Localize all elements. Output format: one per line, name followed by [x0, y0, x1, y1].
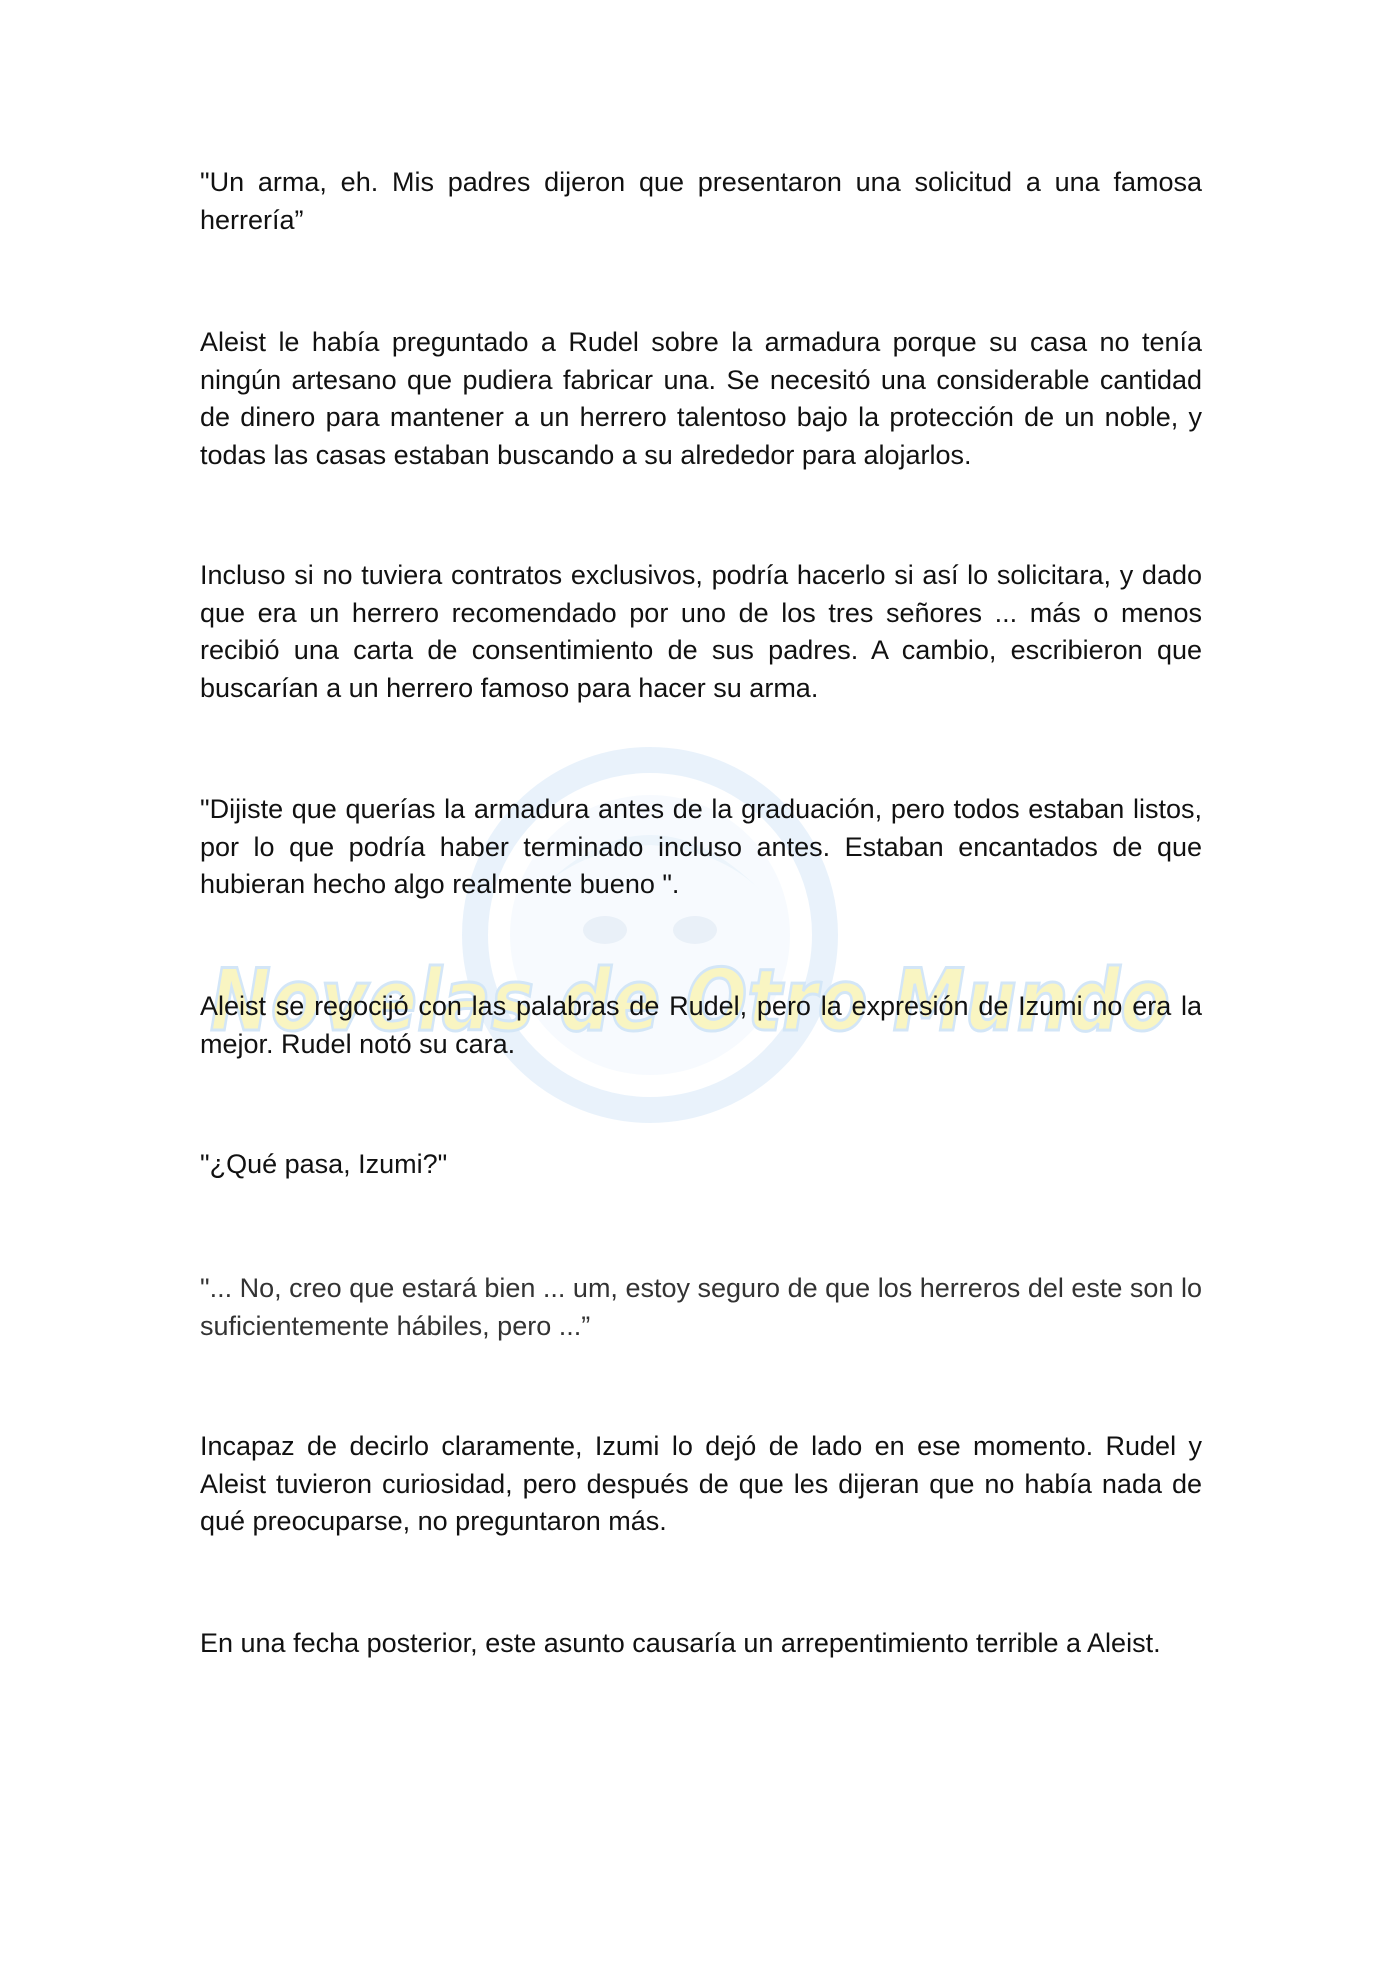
paragraph-foreshadowing: En una fecha posterior, este asunto causaría un arrepentimiento terrible a Aleist.	[200, 1628, 1161, 1658]
paragraph-armor-request: Aleist le había preguntado a Rudel sobre la armadura porque su casa no tenía ningún artesano que pudiera fabricar una. Se necesitó una considerable cantidad de dinero para mantener a un herrero talentoso bajo la protección de un noble, y todas las casas estaban buscando a su alrededor para alojarlos.	[200, 327, 1202, 470]
paragraph-dialogue-weapon: "Un arma, eh. Mis padres dijeron que presentaron una solicitud a una famosa herrería”	[200, 167, 1202, 235]
paragraph-izumi-leaves-it: Incapaz de decirlo claramente, Izumi lo dejó de lado en ese momento. Rudel y Aleist tuvieron curiosidad, pero después de que les dijeran que no había nada de qué preocuparse, no preguntaron más.	[200, 1431, 1202, 1536]
paragraph-dialogue-armor-ready: "Dijiste que querías la armadura antes de la graduación, pero todos estaban listos, por lo que podría haber terminado incluso antes. Estaban encantados de que hubieran hecho algo realmente bueno ".	[200, 794, 1202, 899]
paragraph-izumi-expression: Aleist se regocijó con las palabras de Rudel, pero la expresión de Izumi no era la mejor. Rudel notó su cara.	[200, 991, 1202, 1059]
paragraph-exclusive-contracts: Incluso si no tuviera contratos exclusivos, podría hacerlo si así lo solicitara, y dado que era un herrero recomendado por uno de los tres señores ... más o menos recibió una carta de consentimiento de sus padres. A cambio, escribieron que buscarían a un herrero famoso para hacer su arma.	[200, 560, 1202, 703]
paragraph-dialogue-question: "¿Qué pasa, Izumi?"	[200, 1149, 448, 1179]
paragraph-dialogue-izumi-reply: "... No, creo que estará bien ... um, estoy seguro de que los herreros del este son lo suficientemente hábiles, pero ...”	[200, 1273, 1202, 1341]
watermark-text: Novelas de Otro Mundo	[210, 951, 1170, 1051]
